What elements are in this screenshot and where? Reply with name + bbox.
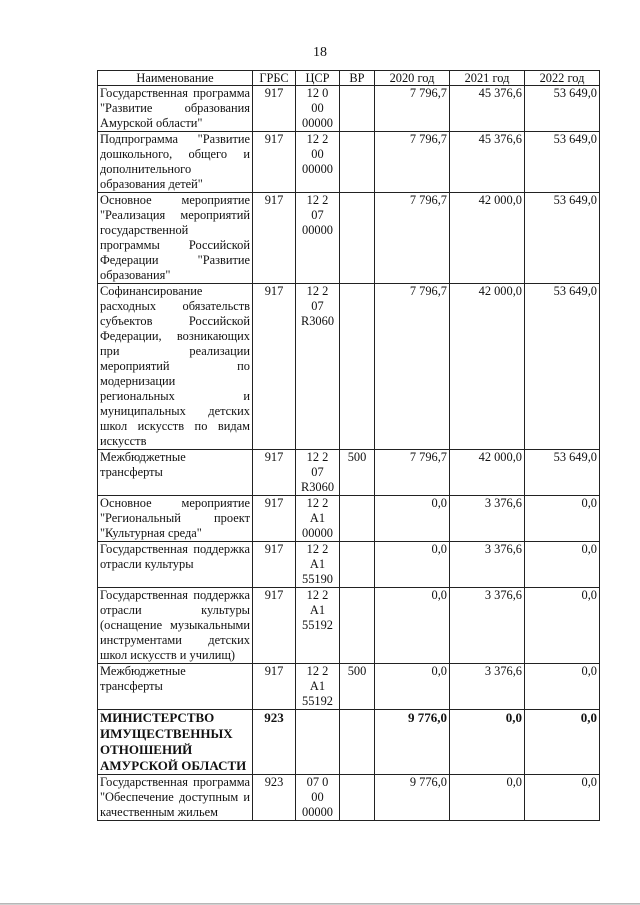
row-vr bbox=[340, 496, 375, 542]
table-header-row bbox=[98, 71, 600, 86]
csr-part: 00000 bbox=[302, 116, 333, 130]
row-2021: 3 376,6 bbox=[450, 664, 525, 710]
row-name: Подпрограмма "Развитие дошкольного, общего и дополнительного образования детей" bbox=[98, 132, 253, 193]
row-vr bbox=[340, 132, 375, 193]
csr-part: 00000 bbox=[302, 805, 333, 819]
row-grbs: 917 bbox=[253, 664, 296, 710]
row-name: Софинансирование расходных обязательств субъектов Российской Федерации, возникающих при реализации мероприятий по модернизации региональных и муниципальных детских школ искусств по видам искусств bbox=[98, 284, 253, 450]
header-2020: 2020 год bbox=[375, 71, 450, 86]
table-row bbox=[98, 496, 600, 542]
row-csr bbox=[296, 710, 340, 775]
row-csr bbox=[296, 284, 340, 450]
row-2022: 0,0 bbox=[525, 664, 600, 710]
row-2022: 53 649,0 bbox=[525, 86, 600, 132]
row-2021: 3 376,6 bbox=[450, 588, 525, 664]
csr-part: R3060 bbox=[300, 480, 335, 494]
csr-part: 12 2 bbox=[306, 542, 329, 556]
row-2020: 7 796,7 bbox=[375, 86, 450, 132]
csr-part: 12 2 bbox=[306, 496, 329, 510]
row-2022: 53 649,0 bbox=[525, 132, 600, 193]
row-2020: 7 796,7 bbox=[375, 450, 450, 496]
row-2021: 45 376,6 bbox=[450, 86, 525, 132]
table-row bbox=[98, 193, 600, 284]
row-csr bbox=[296, 542, 340, 588]
csr-part: A1 bbox=[309, 557, 326, 571]
row-vr bbox=[340, 588, 375, 664]
row-2020: 0,0 bbox=[375, 588, 450, 664]
csr-part: 12 2 bbox=[306, 284, 329, 298]
csr-part: 07 bbox=[311, 299, 324, 313]
row-vr bbox=[340, 284, 375, 450]
row-csr bbox=[296, 193, 340, 284]
csr-part: 55192 bbox=[302, 694, 333, 708]
row-grbs: 917 bbox=[253, 284, 296, 450]
row-2022: 0,0 bbox=[525, 710, 600, 775]
table-row bbox=[98, 132, 600, 193]
row-grbs: 917 bbox=[253, 542, 296, 588]
csr-part: 12 2 bbox=[306, 588, 329, 602]
table-row bbox=[98, 588, 600, 664]
row-vr: 500 bbox=[340, 450, 375, 496]
row-2021: 42 000,0 bbox=[450, 193, 525, 284]
page-number: 18 bbox=[313, 45, 327, 60]
row-grbs: 917 bbox=[253, 588, 296, 664]
row-grbs: 917 bbox=[253, 496, 296, 542]
csr-part: 07 bbox=[311, 208, 324, 222]
row-2021: 45 376,6 bbox=[450, 132, 525, 193]
csr-part: 00 bbox=[311, 147, 324, 161]
row-2021: 0,0 bbox=[450, 710, 525, 775]
row-2021: 3 376,6 bbox=[450, 542, 525, 588]
row-name: Государственная поддержка отрасли культуры (оснащение музыкальными инструментами детских школ искусств и училищ) bbox=[98, 588, 253, 664]
row-grbs: 917 bbox=[253, 193, 296, 284]
row-2020: 0,0 bbox=[375, 542, 450, 588]
row-grbs: 917 bbox=[253, 132, 296, 193]
csr-part: 07 bbox=[311, 465, 324, 479]
table-row bbox=[98, 542, 600, 588]
csr-part: 00000 bbox=[302, 526, 333, 540]
row-2020: 0,0 bbox=[375, 664, 450, 710]
row-vr bbox=[340, 775, 375, 821]
row-2021: 0,0 bbox=[450, 775, 525, 821]
table-row bbox=[98, 86, 600, 132]
row-vr bbox=[340, 193, 375, 284]
table-row bbox=[98, 775, 600, 821]
table-body bbox=[98, 86, 600, 821]
header-2022: 2022 год bbox=[525, 71, 600, 86]
row-2020: 7 796,7 bbox=[375, 284, 450, 450]
row-2021: 42 000,0 bbox=[450, 450, 525, 496]
csr-part: 00 bbox=[311, 790, 324, 804]
row-2022: 53 649,0 bbox=[525, 193, 600, 284]
row-name: МИНИСТЕРСТВО ИМУЩЕСТВЕННЫХ ОТНОШЕНИЙ АМУРСКОЙ ОБЛАСТИ bbox=[98, 710, 253, 775]
row-grbs: 923 bbox=[253, 775, 296, 821]
csr-part: 12 2 bbox=[306, 450, 329, 464]
csr-part: R3060 bbox=[300, 314, 335, 328]
row-2020: 9 776,0 bbox=[375, 775, 450, 821]
row-name: Основное мероприятие "Реализация мероприятий государственной программы Российской Федерации "Развитие образования" bbox=[98, 193, 253, 284]
csr-part: 00000 bbox=[302, 223, 333, 237]
row-grbs: 923 bbox=[253, 710, 296, 775]
csr-part: A1 bbox=[309, 679, 326, 693]
header-name: Наименование bbox=[98, 71, 253, 86]
csr-part: A1 bbox=[309, 603, 326, 617]
csr-part: 12 2 bbox=[306, 193, 329, 207]
csr-part: 12 2 bbox=[306, 132, 329, 146]
row-csr bbox=[296, 496, 340, 542]
header-grbs: ГРБС bbox=[253, 71, 296, 86]
csr-part: 55192 bbox=[302, 618, 333, 632]
row-vr: 500 bbox=[340, 664, 375, 710]
row-vr bbox=[340, 86, 375, 132]
header-2021: 2021 год bbox=[450, 71, 525, 86]
csr-part: 12 2 bbox=[306, 664, 329, 678]
csr-part: 55190 bbox=[302, 572, 333, 586]
row-2022: 53 649,0 bbox=[525, 450, 600, 496]
row-name: Основное мероприятие "Региональный проект "Культурная среда" bbox=[98, 496, 253, 542]
row-vr bbox=[340, 710, 375, 775]
csr-part: A1 bbox=[309, 511, 326, 525]
row-2021: 42 000,0 bbox=[450, 284, 525, 450]
row-grbs: 917 bbox=[253, 450, 296, 496]
row-2022: 0,0 bbox=[525, 496, 600, 542]
table-row bbox=[98, 450, 600, 496]
budget-table bbox=[97, 70, 600, 821]
csr-part: 07 0 bbox=[306, 775, 329, 789]
row-2020: 9 776,0 bbox=[375, 710, 450, 775]
row-2022: 0,0 bbox=[525, 588, 600, 664]
row-name: Государственная программа "Обеспечение доступным и качественным жильем bbox=[98, 775, 253, 821]
table-row bbox=[98, 284, 600, 450]
csr-part: 00000 bbox=[302, 162, 333, 176]
row-vr bbox=[340, 542, 375, 588]
row-2020: 7 796,7 bbox=[375, 193, 450, 284]
row-csr bbox=[296, 664, 340, 710]
table-row bbox=[98, 710, 600, 775]
row-2022: 53 649,0 bbox=[525, 284, 600, 450]
header-csr: ЦСР bbox=[296, 71, 340, 86]
row-2021: 3 376,6 bbox=[450, 496, 525, 542]
row-name: Межбюджетные трансферты bbox=[98, 664, 253, 710]
row-csr bbox=[296, 132, 340, 193]
row-csr bbox=[296, 588, 340, 664]
row-grbs: 917 bbox=[253, 86, 296, 132]
row-csr bbox=[296, 775, 340, 821]
csr-part: 00 bbox=[311, 101, 324, 115]
row-name: Государственная поддержка отрасли культуры bbox=[98, 542, 253, 588]
row-2022: 0,0 bbox=[525, 542, 600, 588]
csr-part: 12 0 bbox=[306, 86, 329, 100]
row-2022: 0,0 bbox=[525, 775, 600, 821]
row-csr bbox=[296, 450, 340, 496]
row-name: Государственная программа "Развитие образования Амурской области" bbox=[98, 86, 253, 132]
table-row bbox=[98, 664, 600, 710]
row-name: Межбюджетные трансферты bbox=[98, 450, 253, 496]
row-2020: 0,0 bbox=[375, 496, 450, 542]
row-csr bbox=[296, 86, 340, 132]
header-vr: ВР bbox=[340, 71, 375, 86]
row-2020: 7 796,7 bbox=[375, 132, 450, 193]
